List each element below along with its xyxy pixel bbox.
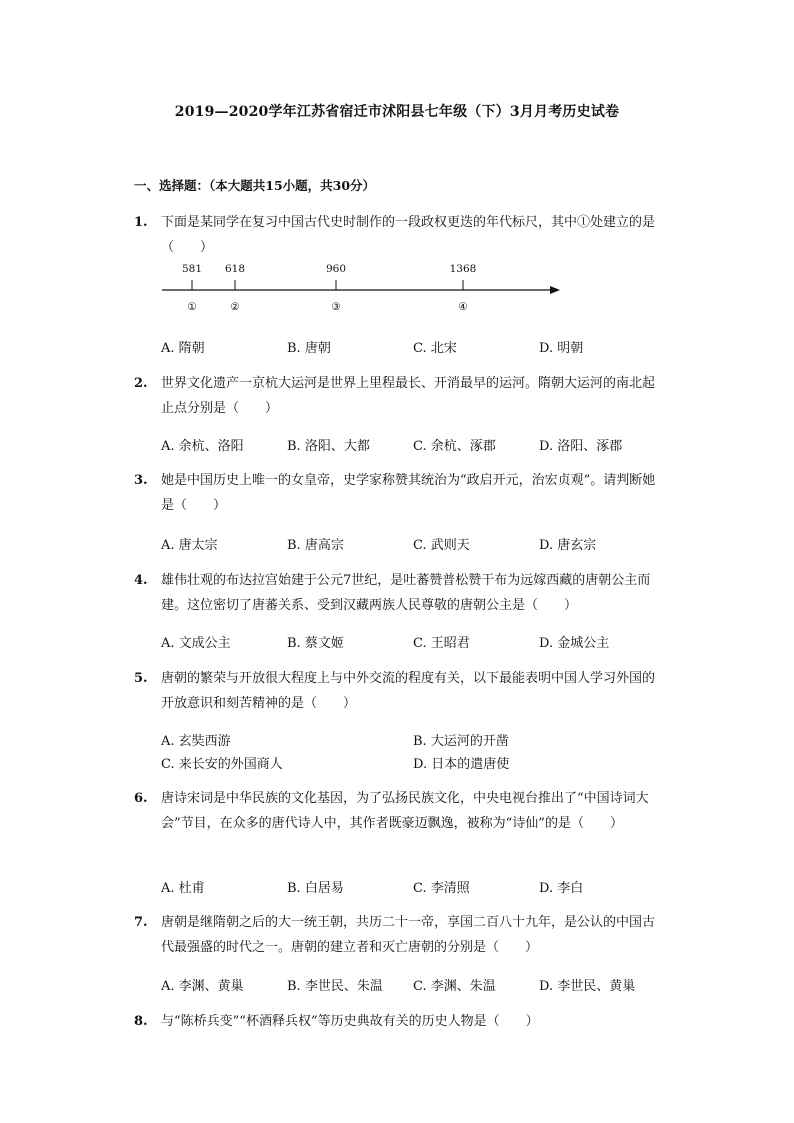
option-a[interactable]: A. 文成公主 <box>161 636 231 651</box>
question-number: 8. <box>134 1014 148 1029</box>
option-d[interactable]: D. 唐玄宗 <box>539 538 597 553</box>
option-c[interactable]: C. 李渊、朱温 <box>413 979 496 994</box>
option-d[interactable]: D. 李世民、黄巢 <box>539 979 636 994</box>
question-text: 雄伟壮观的布达拉宫始建于公元7世纪，是吐蕃赞普松赞干布为远嫁西藏的唐朝公主而建。这位密切了唐蕃关系、受到汉藏两族人民尊敬的唐朝公主是（ ） <box>161 573 651 613</box>
question-5 <box>134 666 664 716</box>
question-7 <box>134 910 664 960</box>
options-row <box>161 435 671 454</box>
options-row <box>161 337 671 356</box>
timeline-ruler <box>160 260 570 320</box>
option-c[interactable]: C. 王昭君 <box>413 636 470 651</box>
option-b[interactable]: B. 李世民、朱温 <box>287 979 383 994</box>
question-text: 唐朝的繁荣与开放很大程度上与中外交流的程度有关，以下最能表明中国人学习外国的开放意识和刻苦精神的是（ ） <box>161 671 656 711</box>
section-heading: 一、选择题：（本大题共15小题，共30分） <box>134 178 376 193</box>
question-text: 她是中国历史上唯一的女皇帝，史学家称赞其统治为“政启开元，治宏贞观”。请判断她是（ ） <box>161 473 656 513</box>
question-4 <box>134 568 664 618</box>
option-a[interactable]: A. 余杭、洛阳 <box>161 439 244 454</box>
question-3 <box>134 468 664 518</box>
question-text: 世界文化遗产一京杭大运河是世界上里程最长、开消最早的运河。隋朝大运河的南北起止点分别是（ ） <box>161 376 656 416</box>
option-b[interactable]: B. 洛阳、大都 <box>287 439 370 454</box>
timeline-year: 960 <box>325 263 347 275</box>
option-b[interactable]: B. 唐朝 <box>287 341 331 356</box>
timeline-year: 581 <box>181 263 203 275</box>
exam-title: 2019—2020学年江苏省宿迁市沭阳县七年级（下）3月月考历史试卷 <box>174 104 620 120</box>
option-c[interactable]: C. 来长安的外国商人 <box>161 757 283 772</box>
option-d[interactable]: D. 明朝 <box>539 341 584 356</box>
question-number: 1. <box>134 215 148 230</box>
options-row <box>161 534 671 553</box>
question-number: 3. <box>134 473 148 488</box>
option-b[interactable]: B. 蔡文姬 <box>287 636 344 651</box>
option-a[interactable]: A. 唐太宗 <box>161 538 218 553</box>
question-2 <box>134 371 664 421</box>
question-number: 4. <box>134 573 148 588</box>
question-number: 7. <box>134 915 148 930</box>
option-c[interactable]: C. 北宋 <box>413 341 457 356</box>
option-d[interactable]: D. 李白 <box>539 881 584 896</box>
question-number: 6. <box>134 791 148 806</box>
timeline-year: 618 <box>224 263 246 275</box>
option-b[interactable]: B. 唐高宗 <box>287 538 344 553</box>
option-a[interactable]: A. 李渊、黄巢 <box>161 979 244 994</box>
question-number: 5. <box>134 671 148 686</box>
option-c[interactable]: C. 武则天 <box>413 538 470 553</box>
options-row <box>161 975 671 994</box>
option-c[interactable]: C. 李清照 <box>413 881 470 896</box>
question-text: 唐诗宋词是中华民族的文化基因，为了弘扬民族文化，中央电视台推出了“中国诗词大会”节目，在众多的唐代诗人中，其作者既豪迈飘逸，被称为“诗仙”的是（ ） <box>161 791 649 831</box>
question-text: 下面是某同学在复习中国古代史时制作的一段政权更迭的年代标尺，其中①处建立的是（ ） <box>161 215 656 255</box>
timeline-marker: ④ <box>458 301 468 313</box>
options-grid <box>161 730 671 772</box>
option-d[interactable]: D. 洛阳、涿郡 <box>539 439 623 454</box>
option-c[interactable]: C. 余杭、涿郡 <box>413 439 496 454</box>
question-8 <box>134 1009 664 1034</box>
option-d[interactable]: D. 金城公主 <box>539 636 610 651</box>
question-text: 唐朝是继隋朝之后的大一统王朝，共历二十一帝，享国二百八十九年，是公认的中国古代最强盛的时代之一。唐朝的建立者和灭亡唐朝的分别是（ ） <box>161 915 656 955</box>
option-a[interactable]: A. 杜甫 <box>161 881 205 896</box>
option-d[interactable]: D. 日本的遣唐使 <box>413 757 510 772</box>
option-b[interactable]: B. 大运河的开凿 <box>413 734 509 749</box>
arrow-head-icon <box>550 286 560 294</box>
options-row <box>161 632 671 651</box>
question-number: 2. <box>134 376 148 391</box>
timeline-marker: ③ <box>331 301 341 313</box>
timeline-year: 1368 <box>449 263 477 275</box>
question-6 <box>134 786 664 836</box>
timeline-marker: ② <box>230 301 240 313</box>
question-text: 与“陈桥兵变”“杯酒释兵权”等历史典故有关的历史人物是（ ） <box>161 1014 539 1029</box>
option-b[interactable]: B. 白居易 <box>287 881 344 896</box>
timeline-marker: ① <box>187 301 197 313</box>
question-1 <box>134 210 664 260</box>
option-a[interactable]: A. 隋朝 <box>161 341 205 356</box>
option-a[interactable]: A. 玄奘西游 <box>161 734 231 749</box>
options-row <box>161 877 671 896</box>
